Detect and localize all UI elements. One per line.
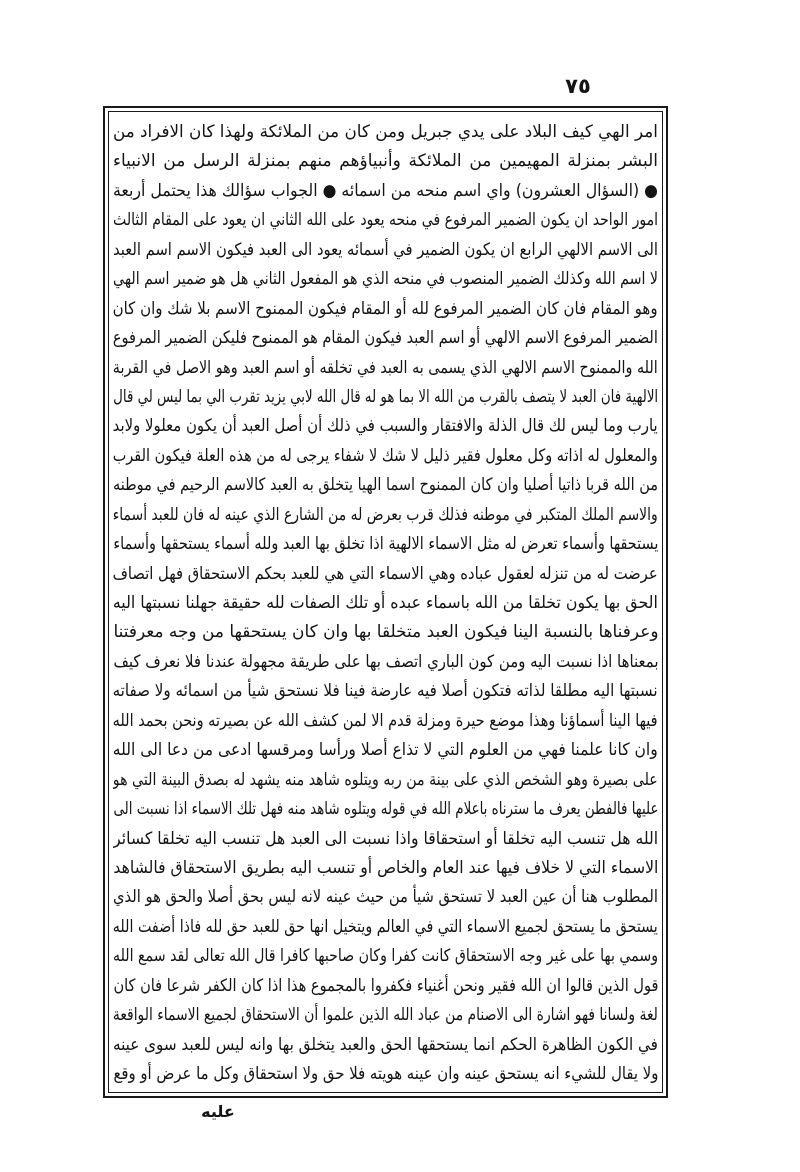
- text-line-content: وهو المقام فان كان الضمير المرفوع لله أو المقام فيكون الممنوح الاسم بلا شك وان كان: [113, 298, 658, 319]
- text-line: [113, 146, 658, 175]
- text-line-content: لا اسم الله وكذلك الضمير المنصوب في منحه الذي هو المفعول الثاني هل هو ضمير اسم الهي: [113, 269, 658, 290]
- text-line-content: والاسم الملك المتكبر في موطنه فذلك قرب بعرض له من الشارع الذي عينه له فان للعبد أسماء: [113, 504, 658, 525]
- text-block: [113, 117, 658, 1088]
- text-line-content: نسبتها اليه مطلقا لذاته فتكون أصلا فيه عارضة فينا فلا نستحق شيأ من اسمائه ولا صفاته: [113, 681, 658, 702]
- text-line-content: على بصيرة وهو الشخص الذي على بينة من ربه ويتلوه شاهد منه يشهد له بصدق البينة التي هو: [113, 769, 658, 790]
- text-line: [113, 706, 658, 735]
- text-line: [113, 441, 658, 470]
- text-line-content: يستحق ما يستحق لجميع الاسماء التي في العالم ويتخيل انها حق للعبد حق لله فاذا أضفت الله: [113, 916, 658, 937]
- text-line: [113, 941, 658, 970]
- text-line-content: يارب وما ليس لك قال الذلة والافتقار والسبب في ذلك أن أصل العبد أن يكون معلولا ولابد: [113, 416, 658, 437]
- text-line: [113, 588, 658, 617]
- text-line-content: الاسماء التي لا خلاف فيها عند العام والخاص أو تنسب اليه بطريق الاستحقاق فالشاهد: [113, 857, 658, 878]
- text-line: [113, 117, 658, 146]
- text-line-content: الله والممنوح الاسم الالهي الذي يسمى به العبد في تخلقه أو اسم العبد وهو الاصل في القربة: [113, 357, 658, 378]
- text-line-content: لغة ولسانا فهو اشارة الى الاصنام من عباد الله الذين علموا أن الاستحقاق لجميع الاسماء الواقعة: [113, 1005, 658, 1026]
- text-line: [113, 176, 658, 205]
- text-line-content: البشر بمنزلة المهيمين من الملائكة وأنبياؤهم منهم بمنزلة الرسل من الانبياء: [113, 151, 658, 172]
- text-line: [113, 676, 658, 705]
- text-line-content: في الكون الظاهرة الحكم انما يستحقها الحق والعبد يتخلق بها وانه ليس للعبد سوى عينه: [113, 1034, 658, 1055]
- text-line: [113, 529, 658, 558]
- text-line: [113, 500, 658, 529]
- text-line: [113, 971, 658, 1000]
- text-line-content: وان كانا علمنا فهي من العلوم التي لا تذاع أصلا ورأسا ومرقسها ادعى من دعا الى الله: [113, 740, 658, 761]
- text-line: [113, 647, 658, 676]
- text-line: [113, 735, 658, 764]
- text-line: [113, 1059, 658, 1088]
- text-line-content: فيها الينا أسماؤنا وهذا موضع حيرة ومزلة قدم الا لمن كشف الله عن بصيرته ونحن بحمد الله: [113, 710, 658, 731]
- text-line-content: قول الذين قالوا ان الله فقير ونحن أغنياء فكفروا بالمجموع هذا اذا كان الكفر شرعا فان كان: [113, 975, 658, 996]
- text-line: [113, 235, 658, 264]
- text-line-content: من الله قربا ذاتيا أصليا وان كان الممنوح اسما الهيا يتخلق به العبد كالاسم الرحيم في موطنه: [113, 475, 658, 496]
- text-line-content: الله هل تنسب اليه تخلقا أو استحقاقا واذا نسبت الى العبد هل تنسب اليه تخلقا كسائر: [113, 828, 658, 849]
- text-line: [113, 559, 658, 588]
- text-line: [113, 765, 658, 794]
- text-line: [113, 617, 658, 646]
- text-line-content: امور الواحد ان يكون الضمير المرفوع في منحه يعود على الله الثاني ان يعود على المقام الثالث: [113, 210, 658, 231]
- catchword: عليه: [201, 1102, 235, 1121]
- text-line: [113, 353, 658, 382]
- text-line: [113, 411, 658, 440]
- text-line-content: المطلوب هنا أن عين العبد لا تستحق شيأ من حيث عينه لانه ليس بحق أصلا والحق هو الذي: [113, 887, 658, 908]
- text-line-content: ● (السؤال العشرون) واي اسم منحه من اسمائه ● الجواب سؤالك هذا يحتمل أربعة: [113, 180, 658, 201]
- page-number: ٧٥: [565, 74, 591, 98]
- text-line: [113, 1030, 658, 1059]
- text-line: [113, 824, 658, 853]
- text-line-content: وسمي بها على غير وجه الاستحقاق كانت كفرا وكان صاحبها كافرا قال الله تعالى لقد سمع الله: [113, 946, 658, 967]
- text-line-content: يستحقها وأسماء تعرض له مثل الاسماء الالهية اذا تخلق بها العبد ولله أسماء يستحقها وأسماء: [113, 534, 658, 555]
- text-line: [113, 882, 658, 911]
- text-line: [113, 470, 658, 499]
- text-line: [113, 794, 658, 823]
- text-line-content: امر الهي كيف البلاد على يدي جبريل ومن كان من الملائكة ولهذا كان الافراد من: [113, 122, 658, 142]
- text-line: [113, 323, 658, 352]
- text-line: [113, 294, 658, 323]
- text-line-content: بمعناها اذا نسبت اليه ومن كون الباري اتصف بها على طريقة مجهولة عندنا فلا نعرف كيف: [113, 651, 658, 672]
- text-line: [113, 1000, 658, 1029]
- text-line: [113, 912, 658, 941]
- text-line-content: والمعلول له اذاته وكل معلول فقير ذليل لا شك لا شفاء يرجى له من هذه العلة فيكون القرب: [113, 445, 658, 466]
- text-line-content: الضمير المرفوع الاسم الالهي أو اسم العبد فيكون المقام هو الممنوح فليكن الضمير المرفوع: [113, 328, 658, 349]
- text-line-content: عليها فالفطن يعرف ما سترناه باعلام الله في قوله ويتلوه شاهد منه فهل تلك الاسماء اذا نسبت الى: [113, 799, 658, 820]
- text-line-content: الحق بها يكون تخلقا من الله باسماء عبده أو تلك الصفات لله حقيقة جهلنا نسبتها اليه: [113, 593, 658, 613]
- text-line: [113, 382, 658, 411]
- text-line: [113, 205, 658, 234]
- text-line-content: ولا يقال للشيء انه يستحق عينه وان عينه هويته فلا حق ولا استحقاق وكل ما عرض أو وقع: [113, 1064, 658, 1084]
- text-line-content: الالهية فان العبد لا يتصف بالقرب من الله الا بما هو له قال الله لابي يزيد تقرب الي بما ليس لي قال: [113, 386, 658, 407]
- text-line-content: الى الاسم الالهي الرابع ان يكون الضمير في أسمائه يعود الى العبد فيكون الاسم اسم العبد: [113, 239, 658, 260]
- text-line-content: عرضت له من تنزله لعقول عباده وهي الاسماء التي هي للعبد بحكم الاستحقاق فهل اتصاف: [113, 563, 658, 584]
- text-frame: [103, 106, 668, 1098]
- text-line-content: وعرفناها بالنسبة الينا فيكون العبد متخلقا بها وان كان يستحقها من وجه معرفتنا: [113, 622, 658, 643]
- text-line: [113, 853, 658, 882]
- text-line: [113, 264, 658, 293]
